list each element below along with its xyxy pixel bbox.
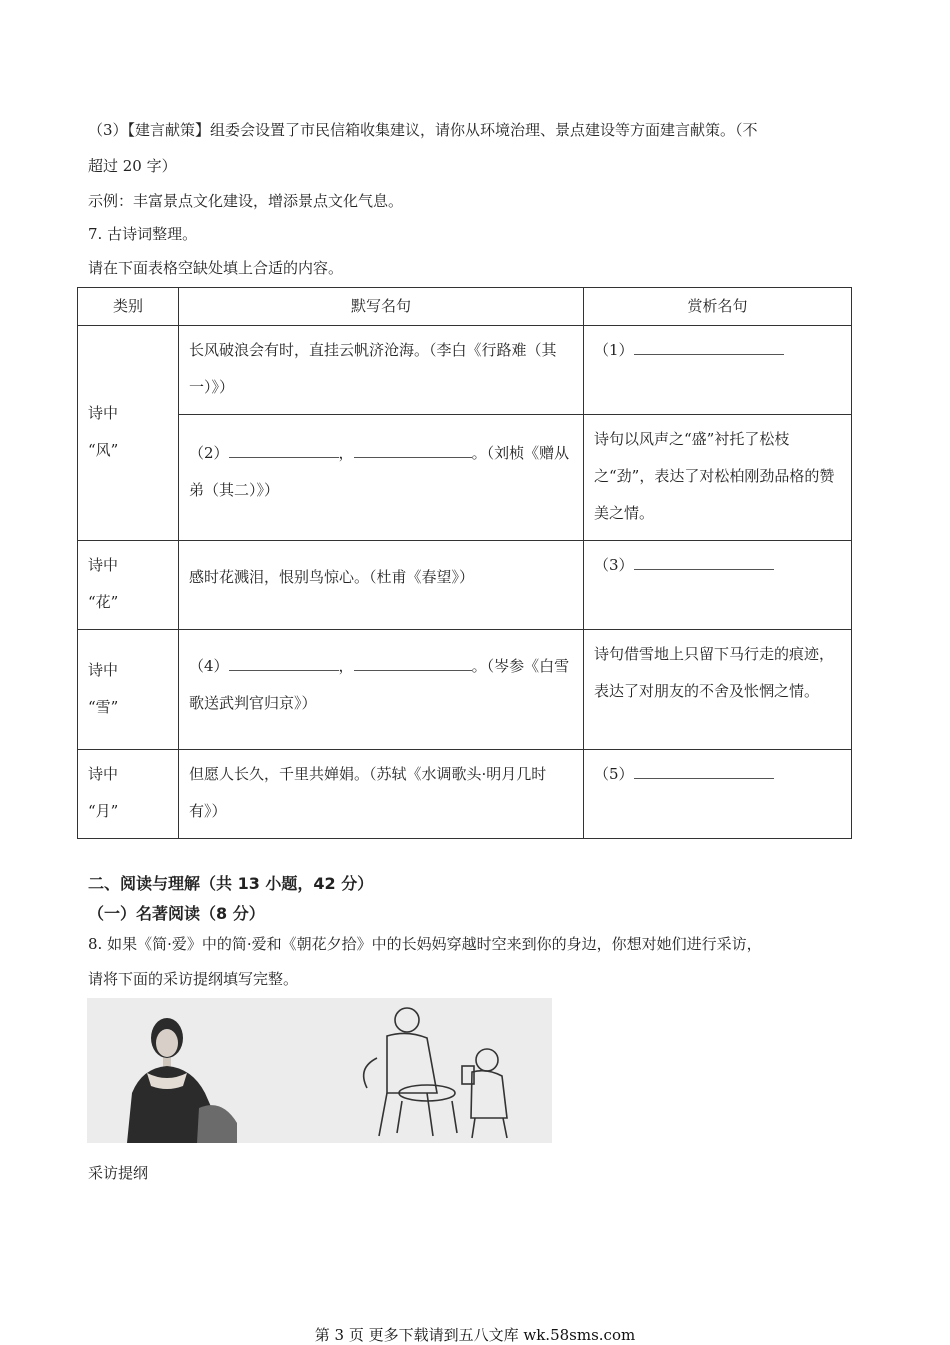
- answer-blank-5[interactable]: [634, 762, 774, 779]
- outline-label: 采访提纲: [88, 1164, 149, 1182]
- blank-label: （2）: [189, 444, 229, 462]
- appreciation-cell: [584, 541, 852, 630]
- table-row: [78, 750, 852, 839]
- appreciation-cell: 诗句以风声之“盛”衬托了松枝之“劲”，表达了对松柏刚劲品格的赞美之情。: [584, 415, 852, 541]
- blank-label: （3）: [594, 556, 634, 574]
- poem-cell: 长风破浪会有时，直挂云帆济沧海。（李白《行路难（其一）》）: [179, 326, 584, 415]
- section-title: 二、阅读与理解（共 13 小题，42 分）: [88, 874, 374, 893]
- answer-blank-2b[interactable]: [354, 441, 472, 458]
- category-label: 诗中: [88, 404, 119, 422]
- category-label: 诗中: [88, 556, 119, 574]
- header-category: 类别: [78, 288, 179, 326]
- category-label: “月”: [88, 802, 119, 820]
- answer-blank-3[interactable]: [634, 553, 774, 570]
- poem-cell: 感时花溅泪，恨别鸟惊心。（杜甫《春望》）: [179, 541, 584, 630]
- table-row: [78, 326, 852, 415]
- category-label: 诗中: [88, 660, 119, 679]
- q6-3-line1: （3）【建言献策】组委会设置了市民信箱收集建议，请你从环境治理、景点建设等方面建言献策。（不: [88, 121, 758, 139]
- category-wind: [78, 326, 179, 541]
- poem-cell: 但愿人长久，千里共婵娟。（苏轼《水调歌头·明月几时有》）: [179, 750, 584, 839]
- header-appreciation: 赏析名句: [584, 288, 852, 326]
- category-label: “花”: [88, 593, 119, 611]
- illustration-drawing: [87, 998, 552, 1143]
- q6-3-example: 示例：丰富景点文化建设，增添景点文化气息。: [88, 192, 404, 210]
- table-row: [78, 541, 852, 630]
- poem-cell: [179, 630, 584, 750]
- category-snow: [78, 630, 179, 750]
- category-moon: [78, 750, 179, 839]
- subsection-title: （一）名著阅读（8 分）: [88, 904, 265, 923]
- table-row: [78, 630, 852, 750]
- blank-label: （1）: [594, 341, 634, 359]
- answer-blank-4b[interactable]: [354, 654, 472, 671]
- table-header-row: [78, 288, 852, 326]
- category-label: “雪”: [88, 697, 119, 716]
- separator: ，: [338, 657, 354, 675]
- poem-source: 。（岑参《白雪歌送武判官归京》）: [189, 657, 570, 712]
- appreciation-cell: [584, 326, 852, 415]
- appreciation-cell: [584, 750, 852, 839]
- category-flower: [78, 541, 179, 630]
- header-recite: 默写名句: [179, 288, 584, 326]
- poem-source: 。（刘桢《赠从弟（其二）》）: [189, 444, 570, 499]
- blank-label: （4）: [189, 657, 229, 675]
- poem-cell: [179, 415, 584, 541]
- q7-title: 7. 古诗词整理。: [88, 225, 198, 243]
- answer-blank-4a[interactable]: [229, 654, 339, 671]
- category-label: 诗中: [88, 765, 119, 783]
- answer-blank-1[interactable]: [634, 338, 784, 355]
- blank-label: （5）: [594, 765, 634, 783]
- table-row: [78, 415, 852, 541]
- q6-3-line2: 超过 20 字）: [88, 157, 177, 175]
- poem-table: [77, 287, 852, 839]
- q8-line1: 8. 如果《简·爱》中的简·爱和《朝花夕拾》中的长妈妈穿越时空来到你的身边，你想对她们进行采访，: [88, 935, 762, 953]
- q7-instruction: 请在下面表格空缺处填上合适的内容。: [88, 259, 344, 277]
- answer-blank-2a[interactable]: [229, 441, 339, 458]
- q8-line2: 请将下面的采访提纲填写完整。: [88, 970, 299, 988]
- separator: ，: [338, 444, 354, 462]
- appreciation-cell: 诗句借雪地上只留下马行走的痕迹，表达了对朋友的不舍及怅惘之情。: [584, 630, 852, 750]
- category-label: “风”: [88, 441, 119, 459]
- page-footer: 第 3 页 更多下载请到五八文库 wk.58sms.com: [314, 1326, 636, 1344]
- illustration-image: [87, 998, 552, 1143]
